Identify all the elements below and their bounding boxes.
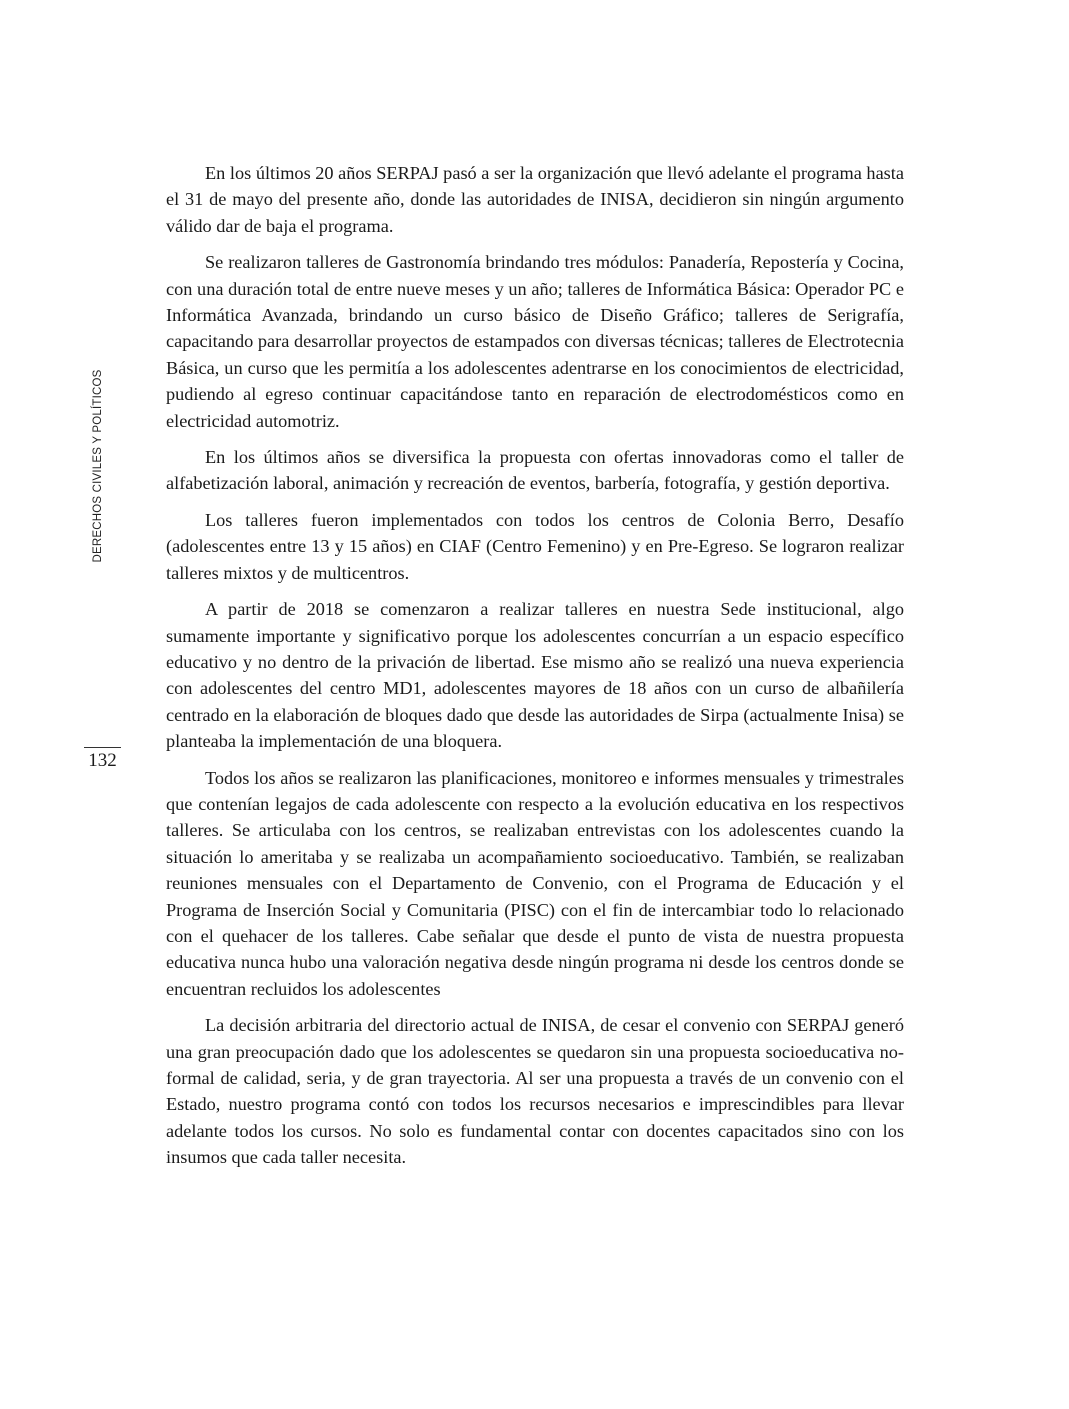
paragraph-1: En los últimos 20 años SERPAJ pasó a ser la organización que llevó adelante el programa hasta el 31 de mayo del presente año, donde las autoridades de INISA, decidieron sin ningún argumento válido dar de baja el programa. [166,163,904,236]
running-section-label: DERECHOS CIVILES Y POLÍTICOS [92,369,104,563]
paragraph-2: Se realizaron talleres de Gastronomía brindando tres módulos: Panadería, Repostería y Cocina, con una duración total de entre nueve meses y un año; talleres de Informática Básica: Operador PC e Informática Avanzada, brindando un curso básico de Diseño Gráfico; talleres de Serigrafía, capacitando para desarrollar proyectos de estampados con diversas técnicas; talleres de Electrotecnia Básica, un curso que les permitía a los adolescentes adentrarse en los conocimientos de electricidad, pudiendo al egreso continuar capacitándose tanto en reparación de electrodomésticos como en electricidad automotriz. [166,252,904,431]
page-number-rule [84,747,121,748]
paragraph-3: En los últimos años se diversifica la propuesta con ofertas innovadoras como el taller de alfabetización laboral, animación y recreación de eventos, barbería, fotografía, y gestión deportiva. [166,447,904,494]
body-text [166,160,904,1181]
paragraph-4: Los talleres fueron implementados con todos los centros de Colonia Berro, Desafío (adolescentes entre 13 y 15 años) en CIAF (Centro Femenino) y en Pre-Egreso. Se lograron realizar talleres mixtos y de multicentros. [166,509,904,583]
page-number: 132 [88,750,117,771]
paragraph-6: Todos los años se realizaron las planificaciones, monitoreo e informes mensuales y trimestrales que contenían legajos de cada adolescente con respecto a la evolución educativa en los respectivos talleres. Se articulaba con los centros, se realizaban entrevistas con los adolescentes cuando la situación lo ameritaba y se realizaba un acompañamiento socioeducativo. También, se realizaban reuniones mensuales con el Departamento de Convenio, con el Programa de Educación y el Programa de Inserción Social y Comunitaria (PISC) con el fin de intercambiar todo lo relacionado con el quehacer de los talleres. Cabe señalar que desde el punto de vista de nuestra propuesta educativa nunca hubo una valoración negativa desde ningún programa ni desde los centros donde se encuentran recluidos los adolescentes [166,767,904,999]
paragraph-5: A partir de 2018 se comenzaron a realizar talleres en nuestra Sede institucional, algo sumamente importante y significativo porque los adolescentes concurrían a un espacio específico educativo y no dentro de la privación de libertad. Ese mismo año se realizó una nueva experiencia con adolescentes del centro MD1, adolescentes mayores de 18 años con un curso de albañilería centrado en la elaboración de bloques dado que desde las autoridades de Sirpa (actualmente Inisa) se planteaba la implementación de una bloquera. [166,599,904,752]
paragraph-7: La decisión arbitraria del directorio actual de INISA, de cesar el convenio con SERPAJ generó una gran preocupación dado que los adolescentes se quedaron sin una propuesta socioeducativa no-formal de calidad, seria, y de gran trayectoria. Al ser una propuesta a través de un convenio con el Estado, nuestro programa contó con todos los recursos necesarios e imprescindibles para llevar adelante todos los cursos. No solo es fundamental contar con docentes capacitados sino con los insumos que cada taller necesita. [166,1015,904,1168]
